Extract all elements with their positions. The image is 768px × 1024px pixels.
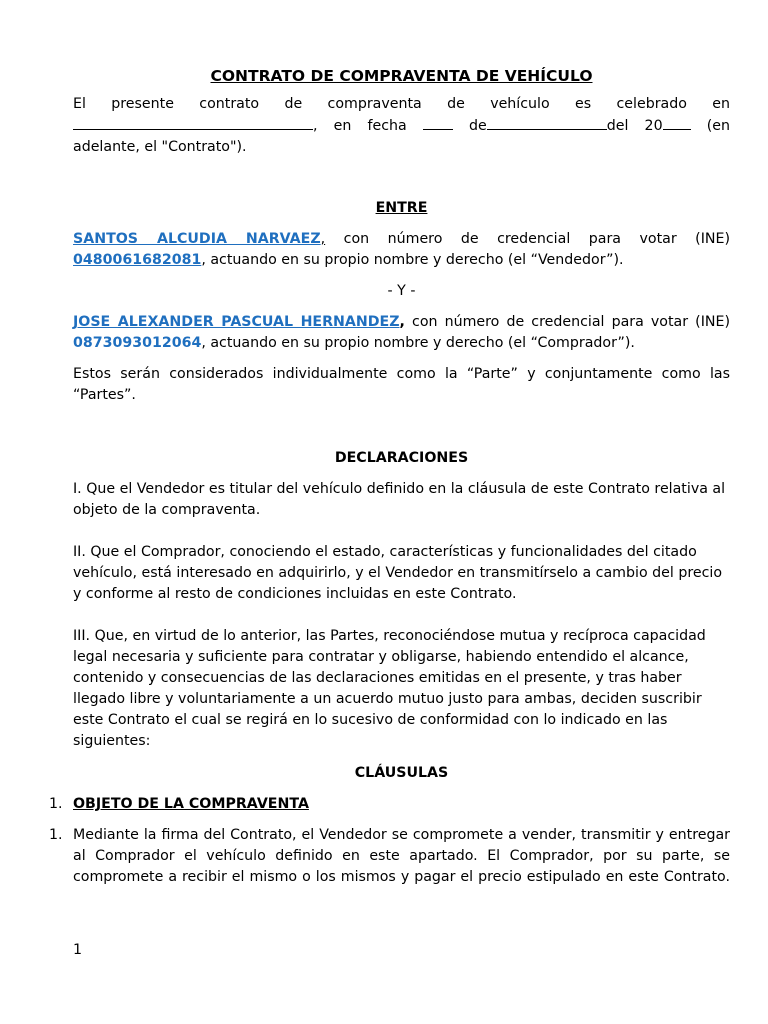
document-page bbox=[49, 66, 731, 888]
clause-1-heading: OBJETO DE LA COMPRAVENTA bbox=[73, 796, 309, 812]
seller-text-1: con número de credencial para votar (INE) bbox=[325, 231, 730, 247]
y-separator: - Y - bbox=[387, 283, 416, 299]
clause-1-text bbox=[73, 825, 730, 888]
parties-paragraph: Estos serán considerados individualmente como la “Parte” y conjuntamente como las “Partes”. bbox=[73, 366, 730, 403]
day-blank bbox=[423, 115, 453, 130]
page-number: 1 bbox=[73, 942, 83, 958]
place-blank bbox=[73, 115, 313, 130]
clause-1-item-number: 1. bbox=[49, 827, 63, 843]
intro-text-2: , en fecha bbox=[313, 118, 407, 134]
clause-1-number: 1. bbox=[49, 796, 63, 812]
clause-1-heading-item bbox=[49, 794, 730, 815]
declaraciones-heading: DECLARACIONES bbox=[334, 450, 469, 466]
clausulas-heading: CLÁUSULAS bbox=[354, 765, 449, 781]
seller-comma: , bbox=[320, 231, 326, 247]
buyer-comma: , bbox=[399, 314, 405, 330]
seller-paragraph bbox=[73, 229, 730, 271]
intro-text-5: (en adelante, el "Contrato"). bbox=[73, 118, 731, 155]
document-title: CONTRATO DE COMPRAVENTA DE VEHÍCULO bbox=[210, 67, 593, 85]
declaration-2: II. Que el Comprador, conociendo el estado, características y funcionalidades del citado vehículo, está interesado en adquirirlo, y el Vendedor en transmitírselo a cambio del precio y conforme al resto de condiciones incluidas en este Contrato. bbox=[73, 544, 723, 602]
clause-1-body-end: Contrato. bbox=[663, 869, 730, 885]
buyer-ine: 0873093012064 bbox=[73, 335, 202, 351]
intro-text-3: de bbox=[469, 118, 487, 134]
buyer-text-2: , actuando en su propio nombre y derecho (el “Comprador”). bbox=[201, 335, 635, 351]
entre-heading: ENTRE bbox=[375, 200, 428, 216]
year-blank bbox=[663, 115, 691, 130]
clause-1-body: Mediante la firma del Contrato, el Vendedor se compromete a vender, transmitir y entregar al Comprador el vehículo definido en este apartado. El Comprador, por su parte, se compromete a recibir el mismo o los mismos y pagar el precio estipulado en este bbox=[73, 827, 730, 885]
seller-text-2: , actuando en su propio nombre y derecho (el “Vendedor”). bbox=[201, 252, 624, 268]
seller-ine: 0480061682081 bbox=[73, 252, 202, 268]
intro-text-1: El presente contrato de compraventa de vehículo es celebrado en bbox=[73, 96, 730, 112]
declaration-3: III. Que, en virtud de lo anterior, las Partes, reconociéndose mutua y recíproca capacidad legal necesaria y suficiente para contratar y obligarse, habiendo entendido el alcance, contenido y consecuencias de las declaraciones emitidas en el presente, y tras haber llegado libre y voluntariamente a un acuerdo mutuo justo para ambas, deciden suscribir este Contrato el cual se regirá en lo sucesivo de conformidad con lo indicado en las siguientes: bbox=[73, 628, 706, 749]
clause-1-text-item bbox=[49, 825, 730, 888]
month-blank bbox=[487, 115, 607, 130]
buyer-paragraph bbox=[73, 312, 730, 354]
intro-text-4: del 20 bbox=[606, 118, 663, 134]
intro-paragraph bbox=[73, 94, 730, 158]
buyer-name: JOSE ALEXANDER PASCUAL HERNANDEZ bbox=[73, 314, 400, 330]
seller-name: SANTOS ALCUDIA NARVAEZ bbox=[73, 231, 321, 247]
declaration-1: I. Que el Vendedor es titular del vehículo definido en la cláusula de este Contrato relativa al objeto de la compraventa. bbox=[73, 481, 726, 518]
buyer-text-1: con número de credencial para votar (INE) bbox=[404, 314, 731, 330]
